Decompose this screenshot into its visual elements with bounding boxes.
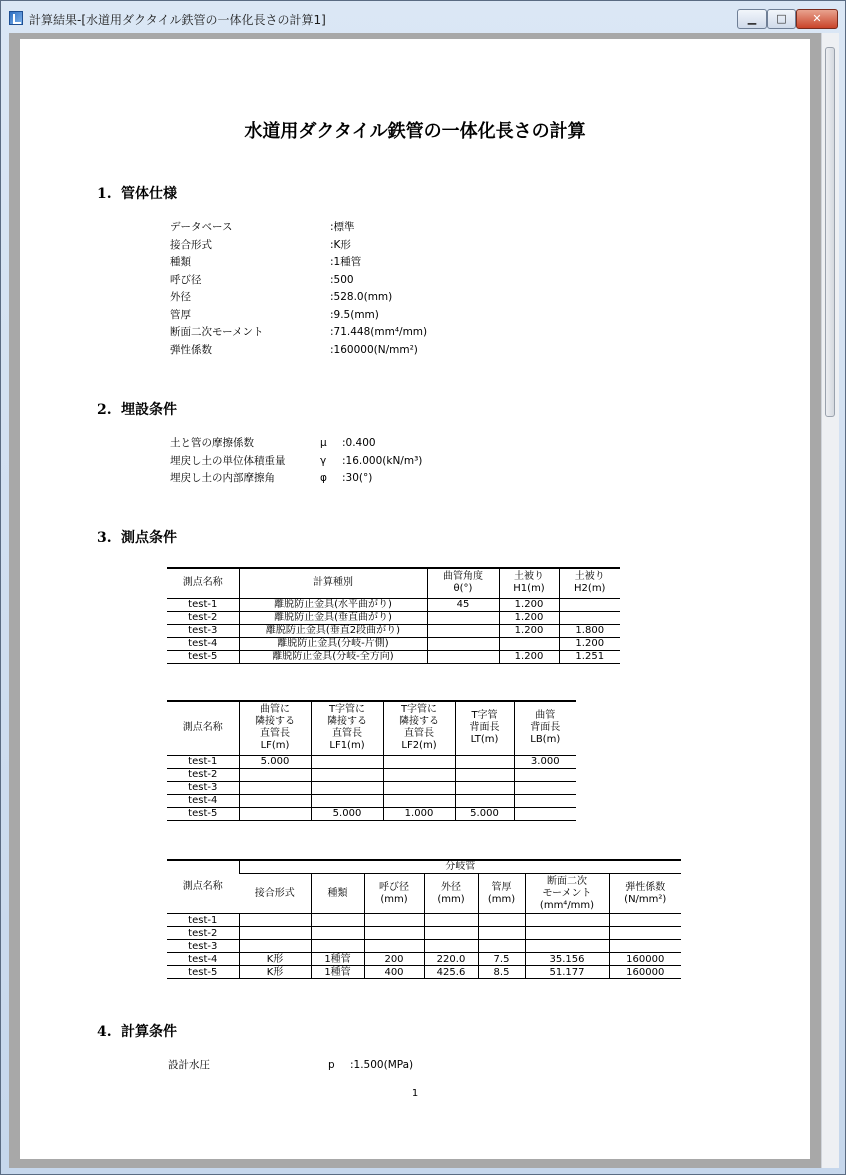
vertical-scrollbar[interactable] [821, 33, 839, 1168]
station-type-table [167, 567, 620, 664]
document-viewport[interactable] [9, 33, 839, 1168]
document-title: 水道用ダクタイル鉄管の一体化長さの計算 [244, 121, 586, 142]
window-title: 計算結果-[水道用ダクタイル鉄管の一体化長さの計算1] [29, 13, 326, 27]
table-row: test-5 K形 1種管 400 425.6 8.5 51.177 160000 [167, 966, 681, 979]
table-header-row: 測点名称 分岐管 [167, 860, 681, 874]
spec-row: 呼び径 :500 [170, 273, 354, 286]
section-3-heading: 3. 測点条件 [97, 530, 177, 546]
branch-pipe-table [167, 859, 681, 979]
condition-row: 埋戻し土の内部摩擦角 φ :30(°) [170, 472, 373, 484]
table-row: test-2 離脱防止金具(垂直曲がり) 1.200 [167, 611, 620, 624]
minimize-button[interactable]: ▁ [737, 9, 767, 29]
table-row: test-3 離脱防止金具(垂直2段曲がり) 1.200 1.800 [167, 624, 620, 637]
table-header-row: 測点名称 計算種別 曲管角度 θ(°) 土被り H1(m) 土被り H2(m) [167, 568, 620, 598]
section-number: 1. [97, 186, 112, 202]
app-icon[interactable] [9, 11, 23, 25]
section-4-heading: 4. 計算条件 [97, 1024, 177, 1040]
spec-row: 外径 :528.0(mm) [170, 291, 393, 303]
close-button[interactable]: ✕ [796, 9, 838, 29]
scrollbar-thumb[interactable] [825, 47, 835, 417]
table-header-row: 測点名称 曲管に 隣接する 直管長 LF(m) T字管に 隣接する 直管長 LF1(m) T字管に 隣接する 直管長 LF2(m) T字管 背面長 LT(m) 曲管 背面長 LB(m) [167, 701, 576, 755]
table-row: test-1 [167, 914, 681, 927]
table-row: test-4 [167, 794, 576, 807]
table-row: test-4 K形 1種管 200 220.0 7.5 35.156 160000 [167, 953, 681, 966]
table-row: test-1 5.000 3.000 [167, 755, 576, 768]
report-page [20, 39, 810, 1159]
table-row: test-3 [167, 940, 681, 953]
pipe-spec-list [170, 219, 427, 359]
table-row: test-4 離脱防止金具(分岐-片側) 1.200 [167, 637, 620, 650]
pipe-length-table [167, 700, 576, 821]
maximize-button[interactable]: □ [767, 9, 796, 29]
condition-row: 埋戻し土の単位体積重量 γ :16.000(kN/m³) [170, 454, 423, 467]
condition-row: 設計水圧 p :1.500(MPa) [168, 1059, 414, 1071]
section-title: 管体仕様 [121, 186, 177, 202]
table-header-row: 接合形式 種類 呼び径 (mm) 外径 (mm) 管厚 (mm) 断面二次 モーメント (mm⁴/mm) 弾性係数 (N/mm²) [167, 874, 681, 914]
spec-row: データベース :標準 [170, 221, 355, 233]
table-row: test-3 [167, 781, 576, 794]
title-bar[interactable] [1, 1, 845, 33]
spec-row: 接合形式 :K形 [170, 238, 351, 251]
spec-row: 弾性係数 :160000(N/mm²) [170, 343, 418, 356]
calc-conditions-list [168, 1057, 413, 1075]
burial-conditions-list [170, 435, 422, 488]
spec-row: 管厚 :9.5(mm) [170, 308, 379, 321]
section-2-heading: 2. 埋設条件 [97, 402, 177, 418]
table-row: test-5 離脱防止金具(分岐-全方向) 1.200 1.251 [167, 650, 620, 663]
spec-row: 種類 :1種管 [170, 256, 362, 268]
table-row: test-2 [167, 768, 576, 781]
condition-row: 土と管の摩擦係数 μ :0.400 [170, 437, 376, 449]
table-row: test-2 [167, 927, 681, 940]
table-row: test-5 5.000 1.000 5.000 [167, 807, 576, 820]
section-1-heading [97, 183, 177, 203]
table-row: test-1 離脱防止金具(水平曲がり) 45 1.200 [167, 598, 620, 611]
page-number: 1 [411, 1088, 419, 1099]
spec-row: 断面二次モーメント :71.448(mm⁴/mm) [170, 326, 428, 338]
